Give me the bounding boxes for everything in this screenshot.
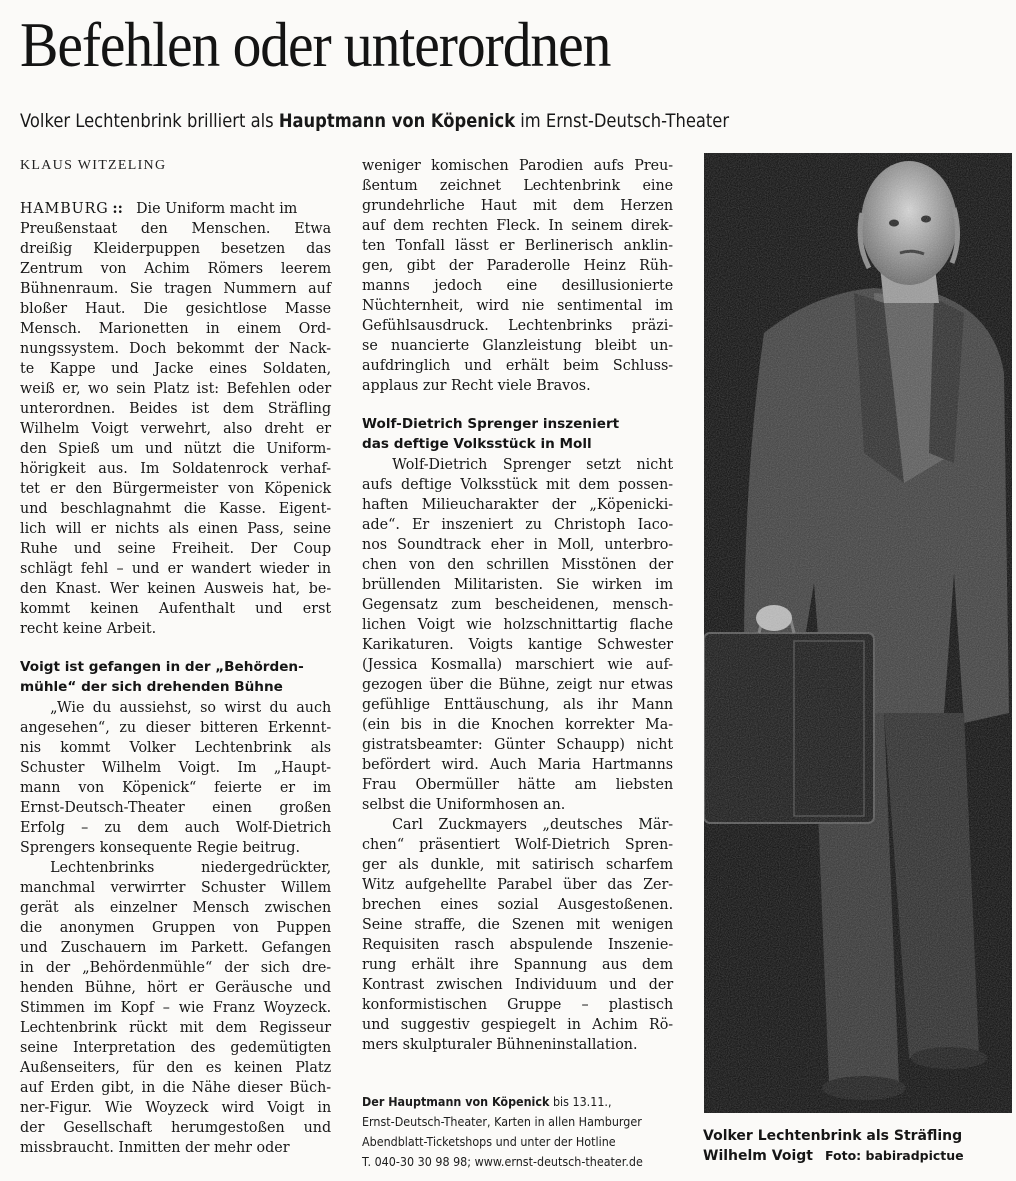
article-column-1 bbox=[20, 198, 331, 1157]
text-line: unterordnen. Beides ist dem Sträfling bbox=[20, 399, 332, 417]
column-2-paragraph-1 bbox=[362, 155, 673, 395]
photo-credit: Foto: babiradpictue bbox=[824, 1148, 964, 1163]
text-line: ade“. Er inszeniert zu Christoph Iaco- bbox=[362, 515, 674, 533]
text-line: Ernst-Deutsch-Theater einen großen bbox=[20, 798, 332, 816]
text-line: aufdringlich und erhält beim Schluss- bbox=[362, 356, 674, 374]
text-line: und Zuschauern im Parkett. Gefangen bbox=[20, 938, 332, 956]
article-headline: Befehlen oder unterordnen bbox=[20, 9, 611, 80]
text-line: ger als dunkle, mit satirisch scharfem bbox=[362, 855, 674, 873]
text-line: befördert wird. Auch Maria Hartmanns bbox=[362, 755, 674, 773]
text-line: se nuancierte Glanzleistung bleibt un- bbox=[362, 336, 674, 354]
text-line: gezogen über die Bühne, zeigt nur etwas bbox=[362, 675, 674, 693]
text-line: chen von den schrillen Misstönen der bbox=[362, 555, 674, 573]
text-line: brechen eines sozial Ausgestoßenen. bbox=[362, 895, 674, 913]
text-line: Sprengers konsequente Regie beitrug. bbox=[20, 838, 301, 856]
column-1-paragraph-1 bbox=[20, 198, 331, 638]
info-line-2: Ernst-Deutsch-Theater, Karten in allen Hamburger bbox=[362, 1114, 642, 1129]
text-line: auf dem rechten Fleck. In seinem direk- bbox=[362, 216, 674, 234]
column-1-subheading bbox=[20, 657, 331, 697]
text-line: Gefühlsausdruck. Lechtenbrinks präzi- bbox=[362, 316, 674, 334]
article-photo bbox=[704, 153, 1012, 1113]
text-line bbox=[20, 198, 331, 218]
text-line: brüllenden Militaristen. Sie wirken im bbox=[362, 575, 674, 593]
text-line: dreißig Kleiderpuppen besetzen das bbox=[20, 239, 332, 257]
text-line: applaus zur Recht viele Bravos. bbox=[362, 376, 591, 394]
text-line: ten Tonfall lässt er Berlinerisch anklin- bbox=[362, 236, 674, 254]
text-line: Kontrast zwischen Individuum und der bbox=[362, 975, 674, 993]
text-line: recht keine Arbeit. bbox=[20, 619, 157, 637]
column-1-paragraph-3 bbox=[20, 857, 331, 1157]
text-line: Lechtenbrinks niedergedrückter, bbox=[50, 858, 332, 876]
text-line: aufs deftige Volksstück mit dem possen- bbox=[362, 475, 674, 493]
text-line: den Knast. Wer keinen Ausweis hat, be- bbox=[20, 579, 332, 597]
text-line: konformistischen Gruppe – plastisch bbox=[362, 995, 674, 1013]
text-line: und beschlagnahmt die Kasse. Eigent- bbox=[20, 499, 332, 517]
caption-name: Wilhelm Voigt bbox=[703, 1148, 813, 1164]
subheading-line: mühle“ der sich drehenden Bühne bbox=[20, 679, 283, 695]
text-line-body: Die Uniform macht im bbox=[136, 199, 298, 217]
text-line: Außenseiters, für den es keinen Platz bbox=[20, 1058, 332, 1076]
author-byline: KLAUS WITZELING bbox=[20, 158, 167, 173]
text-line: missbraucht. Inmitten der mehr oder bbox=[20, 1138, 290, 1156]
text-line: bloßer Haut. Die gesichtlose Masse bbox=[20, 299, 332, 317]
text-line: gistratsbeamter: Günter Schaupp) nicht bbox=[362, 735, 674, 753]
text-line: Preußenstaat den Menschen. Etwa bbox=[20, 219, 332, 237]
spacer bbox=[20, 638, 331, 657]
text-line: Stimmen im Kopf – wie Franz Woyzeck. bbox=[20, 998, 332, 1016]
text-line: tet er den Bürgermeister von Köpenick bbox=[20, 479, 332, 497]
column-2-paragraph-2 bbox=[362, 454, 673, 814]
text-line: chen“ präsentiert Wolf-Dietrich Spren- bbox=[362, 835, 674, 853]
subheading-line: das deftige Volksstück in Moll bbox=[362, 436, 592, 452]
text-line: Erfolg – zu dem auch Wolf-Dietrich bbox=[20, 818, 332, 836]
article-column-2 bbox=[362, 155, 673, 1054]
column-2-subheading bbox=[362, 414, 673, 454]
text-line: auf Erden gibt, in die Nähe dieser Büch- bbox=[20, 1078, 332, 1096]
text-line: Zentrum von Achim Römers leerem bbox=[20, 259, 332, 277]
text-line: Schuster Wilhelm Voigt. Im „Haupt- bbox=[20, 758, 332, 776]
dateline-separator: :: bbox=[112, 199, 123, 217]
subhead-prefix: Volker Lechtenbrink brilliert als bbox=[20, 110, 279, 132]
column-1-paragraph-2 bbox=[20, 697, 331, 857]
subhead-bold: Hauptmann von Köpenick bbox=[278, 110, 516, 132]
text-line: „Wie du aussiehst, so wirst du auch bbox=[50, 698, 332, 716]
info-line-4: T. 040-30 30 98 98; www.ernst-deutsch-theater.de bbox=[362, 1154, 643, 1169]
text-line: lich will er nichts als einen Pass, seine bbox=[20, 519, 332, 537]
text-line: weiß er, wo sein Platz ist: Befehlen oder bbox=[20, 379, 332, 397]
text-line: nos Soundtrack eher in Moll, unterbro- bbox=[362, 535, 674, 553]
info-title: Der Hauptmann von Köpenick bbox=[362, 1094, 550, 1109]
text-line: nis kommt Volker Lechtenbrink als bbox=[20, 738, 332, 756]
text-line: Requisiten rasch abspulende Inszenie- bbox=[362, 935, 674, 953]
text-line: Gegensatz zum bescheidenen, mensch- bbox=[362, 595, 674, 613]
text-line: kommt keinen Aufenthalt und erst bbox=[20, 599, 332, 617]
caption-line-1: Volker Lechtenbrink als Sträfling bbox=[703, 1128, 963, 1144]
text-line: weniger komischen Parodien aufs Preu- bbox=[362, 156, 674, 174]
dateline: HAMBURG bbox=[20, 199, 109, 217]
text-line: Bühnenraum. Sie tragen Nummern auf bbox=[20, 279, 332, 297]
text-line: Nüchternheit, wird nie sentimental im bbox=[362, 296, 674, 314]
text-line: in der „Behördenmühle“ der sich dre- bbox=[20, 958, 332, 976]
text-line: grundehrliche Haut mit dem Herzen bbox=[362, 196, 674, 214]
actor-photo-illustration bbox=[704, 153, 1012, 1113]
text-line: mann von Köpenick“ feierte er im bbox=[20, 778, 332, 796]
info-date: bis 13.11., bbox=[549, 1094, 612, 1109]
text-line: ßentum zeichnet Lechtenbrink eine bbox=[362, 176, 674, 194]
text-line: Witz aufgehellte Parabel über das Zer- bbox=[362, 875, 674, 893]
article-subheadline bbox=[20, 106, 729, 136]
text-line: die anonymen Gruppen von Puppen bbox=[20, 918, 332, 936]
subhead-suffix: im Ernst-Deutsch-Theater bbox=[515, 110, 730, 132]
text-line: der Gesellschaft herumgestoßen und bbox=[20, 1118, 332, 1136]
spacer bbox=[362, 395, 673, 414]
text-line: Karikaturen. Voigts kantige Schwester bbox=[362, 635, 674, 653]
text-line: (ein bis in die Knochen korrekter Ma- bbox=[362, 715, 674, 733]
text-line: Mensch. Marionetten in einem Ord- bbox=[20, 319, 332, 337]
event-info-box bbox=[362, 1092, 682, 1172]
text-line: manchmal verwirrter Schuster Willem bbox=[20, 878, 332, 896]
text-line: mers skulpturaler Bühneninstallation. bbox=[362, 1035, 638, 1053]
text-line: gefühlige Enttäuschung, als ihr Mann bbox=[362, 695, 674, 713]
text-line: gen, gibt der Paraderolle Heinz Rüh- bbox=[362, 256, 674, 274]
text-line: Wilhelm Voigt verwehrt, also dreht er bbox=[20, 419, 332, 437]
text-line: nungssystem. Doch bekommt der Nack- bbox=[20, 339, 332, 357]
text-line: und suggestiv gespiegelt in Achim Rö- bbox=[362, 1015, 674, 1033]
text-line: Frau Obermüller hätte am liebsten bbox=[362, 775, 674, 793]
info-line-3: Abendblatt-Ticketshops und unter der Hotline bbox=[362, 1134, 616, 1149]
text-line: manns jedoch eine desillusionierte bbox=[362, 276, 674, 294]
subheading-line: Wolf-Dietrich Sprenger inszeniert bbox=[362, 416, 620, 432]
text-line: Lechtenbrink rückt mit dem Regisseur bbox=[20, 1018, 332, 1036]
text-line: rung erhält ihre Spannung aus dem bbox=[362, 955, 674, 973]
text-line: Ruhe und seine Freiheit. Der Coup bbox=[20, 539, 332, 557]
info-line-1 bbox=[362, 1092, 650, 1112]
text-line: te Kappe und Jacke eines Soldaten, bbox=[20, 359, 332, 377]
caption-line-2 bbox=[703, 1146, 1013, 1166]
text-line: angesehen“, zu dieser bitteren Erkennt- bbox=[20, 718, 332, 736]
text-line: seine Interpretation des gedemütigten bbox=[20, 1038, 332, 1056]
photo-caption bbox=[703, 1126, 1013, 1166]
text-line: henden Bühne, hört er Geräusche und bbox=[20, 978, 332, 996]
text-line: hörigkeit aus. Im Soldatenrock verhaf- bbox=[20, 459, 332, 477]
text-line: schlägt fehl – und er wandert wieder in bbox=[20, 559, 332, 577]
text-line: lichen Voigt wie holzschnittartig flache bbox=[362, 615, 674, 633]
text-line: gerät als einzelner Mensch zwischen bbox=[20, 898, 332, 916]
column-2-paragraph-3 bbox=[362, 814, 673, 1054]
text-line: ner-Figur. Wie Woyzeck wird Voigt in bbox=[20, 1098, 332, 1116]
text-line: Seine straffe, die Szenen mit wenigen bbox=[362, 915, 674, 933]
subheading-line: Voigt ist gefangen in der „Behörden- bbox=[20, 659, 304, 675]
text-line: den Spieß um und nützt die Uniform- bbox=[20, 439, 332, 457]
text-line: Carl Zuckmayers „deutsches Mär- bbox=[392, 815, 674, 833]
text-line: selbst die Uniformhosen an. bbox=[362, 795, 566, 813]
text-line: haften Milieucharakter der „Köpenicki- bbox=[362, 495, 674, 513]
text-line: (Jessica Kosmalla) marschiert wie auf- bbox=[362, 655, 674, 673]
text-line: Wolf-Dietrich Sprenger setzt nicht bbox=[392, 455, 674, 473]
